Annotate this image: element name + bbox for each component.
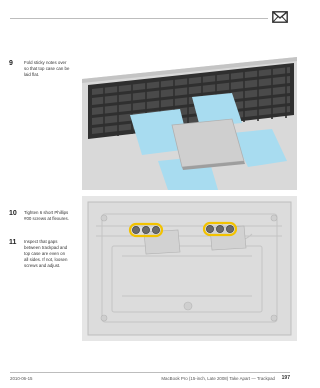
page-number: 197: [281, 375, 290, 381]
footer-rule: [10, 372, 290, 373]
trackpad-sticky-notes-photo: [82, 53, 297, 190]
mail-icon[interactable]: [272, 11, 288, 23]
step-number: 11: [9, 239, 17, 246]
trackpad-screws-photo: [82, 196, 297, 341]
step-number: 10: [9, 210, 17, 217]
step-text: Fold sticky notes over so that top case can be laid flat.: [24, 60, 70, 78]
step-text: Tighten 6 short Phillips #00 screws at flexures.: [24, 210, 69, 222]
step-number: 9: [9, 60, 13, 67]
header-rule: [10, 18, 268, 19]
step-text: Inspect that gaps between trackpad and top case are even on all sides. If not, loosen screws and adjust.: [24, 239, 68, 269]
footer-title: MacBook Pro (15-inch, Late 2008) Take Apart — Trackpad: [161, 376, 275, 381]
footer-date: 2010-06-15: [10, 376, 33, 381]
